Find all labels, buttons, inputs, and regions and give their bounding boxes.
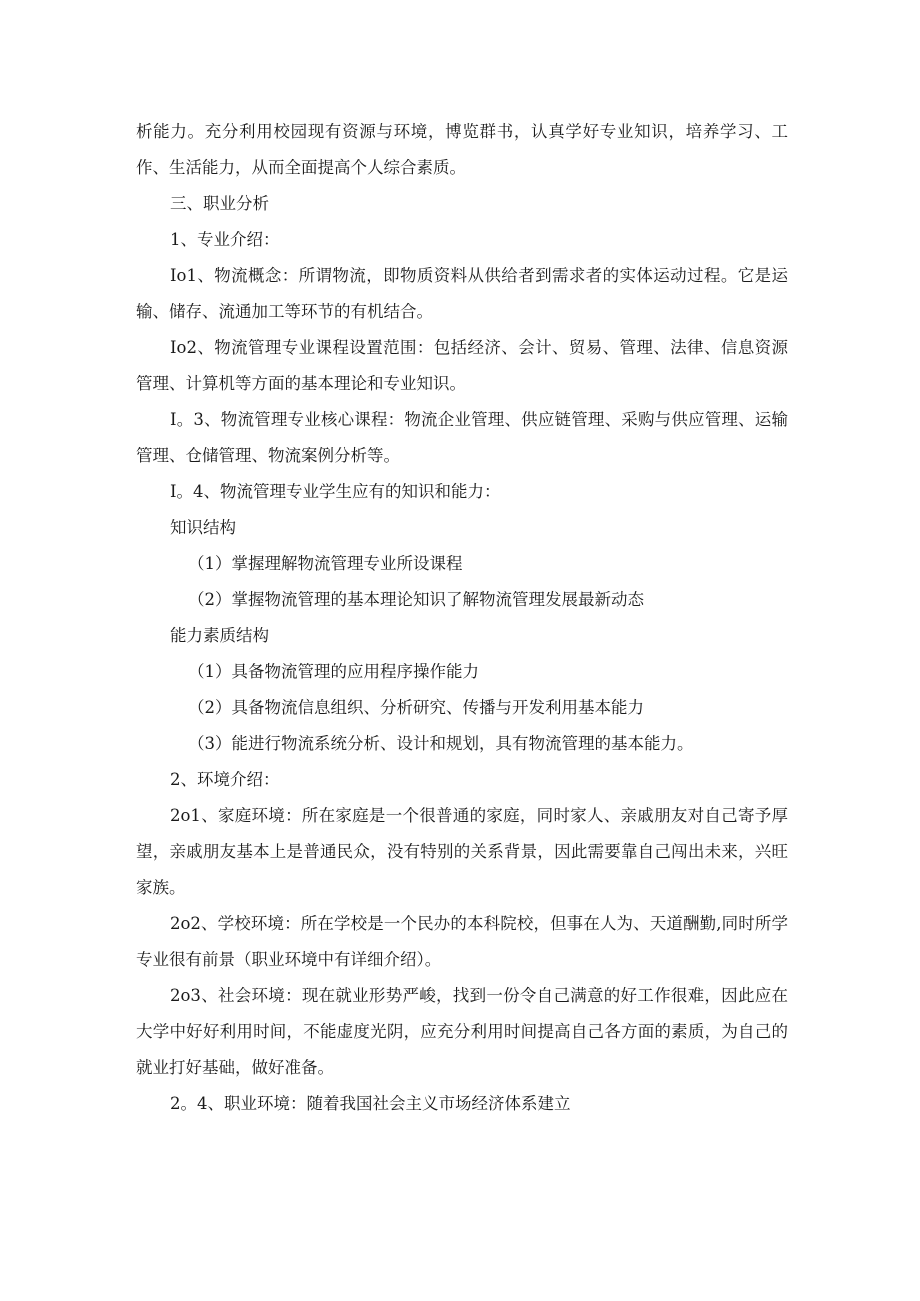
subheading-environment-intro: 2、环境介绍： bbox=[170, 770, 280, 789]
paragraph-knowledge-ability: I。4、物流管理专业学生应有的知识和能力： bbox=[170, 482, 501, 501]
label-knowledge-structure: 知识结构 bbox=[170, 518, 236, 537]
paragraph-school-environment: 2o2、学校环境：所在学校是一个民办的本科院校，但事在人为、天道酬勤,同时所学专业很有前景（职业环境中有详细介绍）。 bbox=[136, 914, 788, 969]
paragraph-logistics-concept: Io1、物流概念：所谓物流，即物质资料从供给者到需求者的实体运动过程。它是运输、储存、流通加工等环节的有机结合。 bbox=[136, 266, 788, 321]
section-heading-career-analysis: 三、职业分析 bbox=[170, 194, 269, 213]
list-item-knowledge-1: （1）掌握理解物流管理专业所设课程 bbox=[188, 554, 463, 573]
paragraph-continuation: 析能力。充分利用校园现有资源与环境，博览群书，认真学好专业知识，培养学习、工作、生活能力，从而全面提高个人综合素质。 bbox=[136, 122, 788, 177]
paragraph-course-scope: Io2、物流管理专业课程设置范围：包括经济、会计、贸易、管理、法律、信息资源管理、计算机等方面的基本理论和专业知识。 bbox=[136, 338, 788, 393]
subheading-major-intro: 1、专业介绍： bbox=[170, 230, 280, 249]
list-item-knowledge-2: （2）掌握物流管理的基本理论知识了解物流管理发展最新动态 bbox=[188, 590, 644, 609]
list-item-ability-1: （1）具备物流管理的应用程序操作能力 bbox=[188, 662, 479, 681]
document-body bbox=[136, 114, 788, 1122]
paragraph-career-environment: 2。4、职业环境：随着我国社会主义市场经济体系建立 bbox=[170, 1094, 571, 1113]
label-ability-structure: 能力素质结构 bbox=[170, 626, 269, 645]
paragraph-family-environment: 2o1、家庭环境：所在家庭是一个很普通的家庭，同时家人、亲戚朋友对自己寄予厚望，亲戚朋友基本上是普通民众，没有特别的关系背景，因此需要靠自己闯出未来，兴旺家族。 bbox=[136, 806, 788, 897]
list-item-ability-3: （3）能进行物流系统分析、设计和规划，具有物流管理的基本能力。 bbox=[188, 734, 694, 753]
paragraph-social-environment: 2o3、社会环境：现在就业形势严峻，找到一份令自己满意的好工作很难，因此应在大学中好好利用时间，不能虚度光阴，应充分利用时间提高自己各方面的素质，为自己的就业打好基础，做好准备。 bbox=[136, 986, 788, 1077]
list-item-ability-2: （2）具备物流信息组织、分析研究、传播与开发利用基本能力 bbox=[188, 698, 644, 717]
paragraph-core-courses: I。3、物流管理专业核心课程：物流企业管理、供应链管理、采购与供应管理、运输管理、仓储管理、物流案例分析等。 bbox=[136, 410, 788, 465]
